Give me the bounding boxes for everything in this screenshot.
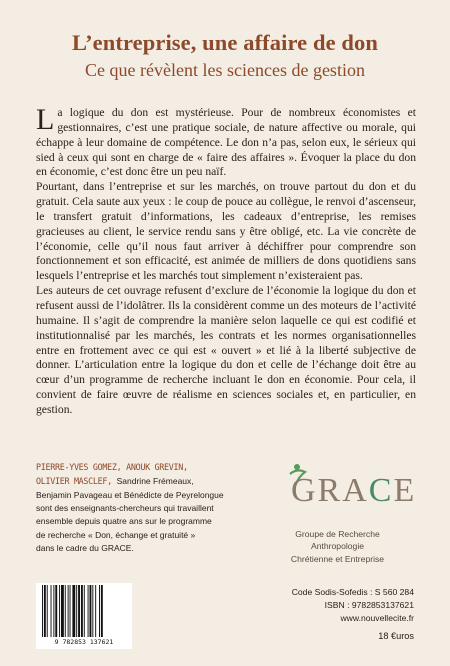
barcode-bar	[65, 585, 66, 637]
price: 18 €uros	[378, 631, 414, 641]
publisher-url: www.nouvellecite.fr	[340, 613, 414, 623]
barcode-bar	[88, 585, 89, 637]
author-line-7: dans le cadre du GRACE.	[36, 543, 134, 553]
grace-logo	[283, 462, 417, 522]
grace-desc-line-1: Groupe de Recherche	[295, 529, 380, 539]
barcode-bar	[72, 585, 75, 637]
barcode-bar	[70, 585, 71, 637]
isbn: ISBN : 9782853137621	[324, 600, 414, 610]
author-line-2b: Sandrine Frémeaux,	[116, 475, 194, 486]
author-line-5: ensemble depuis quatre ans sur le programme	[36, 516, 212, 527]
barcode-bar	[44, 585, 46, 637]
barcode-bar	[78, 585, 80, 637]
author-line-6: de recherche « Don, échange et gratuité »	[36, 529, 196, 540]
book-title: L’entreprise, une affaire de don	[72, 30, 378, 55]
barcode-bar	[99, 585, 100, 637]
barcode-bar	[55, 585, 57, 637]
barcode-bar	[59, 585, 60, 637]
author-line-2	[36, 475, 246, 489]
barcode-bar	[68, 585, 69, 637]
barcode-bar	[53, 585, 54, 637]
paragraph-1	[36, 103, 416, 180]
grace-desc-line-2: Anthropologie	[310, 541, 365, 552]
book-subtitle: Ce que révèlent les sciences de gestion	[85, 60, 365, 80]
barcode-bar	[47, 585, 48, 637]
barcode-bar	[76, 585, 77, 637]
paragraph-1-text: a logique du don est mystérieuse. Pour de nombreux économistes et gestionnaires, c’est une pratique sociale, de nature affective ou morale, qui échappe à leur domaine de compétence. Le don n’a pas, selon eux, le sérieux qui sied à ceux qui sont en charge de « faire des affaires ». Évoquer la place du don en économie, c’est donc être un peu naïf.	[36, 106, 416, 179]
author-line-3: Benjamin Pavageau et Bénédicte de Peyrelongue	[36, 489, 224, 500]
grace-logo-text: GRACE	[291, 472, 417, 509]
barcode-number: 9 782853 137621	[54, 638, 114, 646]
paragraph-3: Les auteurs de cet ouvrage refusent d’exclure de l’économie la logique du don et refusent aussi de l’idolâtrer. Ils la considèrent comme un des moteurs de l’activité humaine. Il s’agit de comprendre la manière selon laquelle ce qui est codifié et institutionnalisé par les marchés, les contrats et les normes organisationnelles entre en frottement avec ce qui est « ouvert » et lié à la liberté subjective de donner. L’articulation entre la logique du don et celle de l’échange doit être au cœur d’un programme de recherche incluant le don en économie. Pour cela, il convient de faire œuvre de réalisme en sciences sociales et, en particulier, en gestion.	[36, 284, 416, 416]
barcode-bar	[81, 585, 83, 637]
author-line-4: sont des enseignants-chercheurs qui travaillent	[36, 503, 214, 514]
sodis-code: Code Sodis-Sofedis : S 560 284	[291, 587, 414, 597]
barcode-bar	[92, 585, 93, 637]
publisher-info	[234, 586, 414, 625]
barcode-bars	[40, 585, 128, 637]
barcode-bar	[101, 585, 103, 637]
author-bio	[36, 461, 246, 555]
barcode-bar	[90, 585, 92, 637]
grace-desc-line-3: Chrétienne et Entreprise	[290, 553, 385, 564]
drop-cap: L	[36, 103, 55, 136]
back-cover-blurb	[36, 103, 416, 418]
author-line-1: PIERRE-YVES GOMEZ, ANOUK GREVIN,	[36, 462, 188, 472]
author-line-2a: OLIVIER MASCLEF,	[36, 475, 112, 486]
barcode-bar	[42, 585, 43, 637]
barcode-bar	[95, 585, 96, 637]
barcode-bar	[84, 585, 85, 637]
barcode-bar	[51, 585, 52, 637]
barcode	[36, 583, 132, 649]
paragraph-2: Pourtant, dans l’entreprise et sur les marchés, on trouve partout du don et du gratuit. Cela saute aux yeux : le coup de pouce au collègue, le renvoi d’ascenseur, le transfert gratuit d’informations, les cadeaux d’entreprise, les remises gracieuses au client, le service rendu sans y être obligé, etc. La vie concrète de l’économie, celle qu’il nous faut arriver à déchiffrer pour comprendre son fonctionnement et son efficacité, est animée de milliers de dons quotidiens sans lesquels l’entreprise et les marchés tout simplement n’existeraient pas.	[36, 180, 416, 283]
grace-description	[250, 528, 425, 565]
barcode-bar	[61, 585, 64, 637]
